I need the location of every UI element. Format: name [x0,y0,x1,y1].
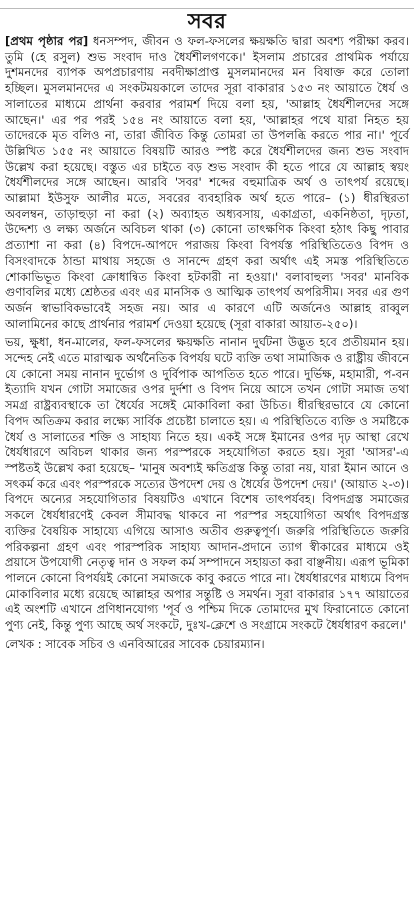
article-paragraph-2: ভয়, ক্ষুধা, ধন-মালের, ফল-ফসলের ক্ষয়ক্ষতি নানান দুর্ঘটনা উদ্ভূত হবে প্রতীয়মান হয়। সন্দেহ নেই এতে মারাত্মক অর্থনৈতিক বিপর্যয় ঘটে ব্যক্তি তথা সামাজিক ও রাষ্ট্রীয় জীবনে যে কোনো সময় নানান দুর্ভোগ ও দুর্বিপাক আপতিত হতে পারে। দুর্ভিক্ষ, মহামারী, প-বন ইত্যাদি যখন গোটা সমাজের ওপর দুর্দশা ও বিপদ নিয়ে আসে তখন গোটা সমাজ তথা সমগ্র রাষ্ট্রব্যবস্থাকে তা ধৈর্যের সঙ্গেই মোকাবিলা করা উচিত। ধীরস্থিরভাবে যে কোনো বিপদ অতিক্রম করার লক্ষ্যে সার্বিক প্রচেষ্টা চালাতে হয়। এ পরিস্থিতিতে ব্যক্তি ও সমষ্টিকে ধৈর্য ও সালাতের শক্তি ও সাহায্য নিতে হয়। একই সঙ্গে ইমানের ওপর দৃঢ় আস্থা রেখে ধৈর্যধারণে অবিচল থাকার জন্য পরস্পরকে সহযোগিতা করতে হয়। সূরা 'আসর'-এ স্পষ্টতই উল্লেখ করা হয়েছে– 'মানুষ অবশ্যই ক্ষতিগ্রস্ত কিন্তু তারা নয়, যারা ইমান আনে ও সৎকর্ম করে এবং পরস্পরকে সত্যের উপদেশ দেয় ও ধৈর্যের উপদেশ দেয়।' (আয়াত ২-৩)। বিপদে অন্যের সহযোগিতার বিষয়টিও এখানে বিশেষ তাৎপর্যবহ। বিপদগ্রস্ত সমাজের সকলে ধৈর্যধারণেই কেবল সীমাবদ্ধ থাকবে না পরস্পর সহযোগিতা অর্থাৎ বিপদগ্রস্ত ব্যক্তির বৈষয়িক সাহায্যে এগিয়ে আসাও অতীব গুরুত্বপূর্ণ। জরুরি পরিস্থিতিতে জরুরি পরিকল্পনা গ্রহণ এবং পারস্পরিক সাহায্য আদান-প্রদানে ত্যাগ স্বীকারের মাধ্যমে ওই প্রয়াসে উপযোগী নেতৃত্ব দান ও সফল কর্ম সম্পাদনে সহায়তা করা বাঞ্ছনীয়। এরূপ ভূমিকা পালনে কোনো বিপর্যয়ই কোনো সমাজকে কাবু করতে পারে না। ধৈর্যধারণের মাধ্যমে বিপদ মোকাবিলার মধ্যে রয়েছে আল্লাহর অপার সন্তুষ্টি ও সমর্থন। সূরা বাকারার ১৭৭ আয়াতের এই অংশটি এখানে প্রণিধানযোগ্য 'পূর্ব ও পশ্চিম দিকে তোমাদের মুখ ফিরানোতে কোনো পুণ্য নেই, কিন্তু পুণ্য আছে অর্থ সংকটে, দুঃখ-ক্লেশে ও সংগ্রামে সংকটে ধৈর্যধারণ করলে।' [5,335,409,633]
article-paragraph-1 [5,34,409,332]
author-note: লেখক : সাবেক সচিব ও এনবিআরের সাবেক চেয়ারম্যান। [5,636,265,651]
article-title: সবর [187,8,227,33]
article-body [5,34,409,652]
continued-from-marker: [প্রথম পৃষ্ঠার পর] [5,34,89,48]
paragraph-1-text: ধনসম্পদ, জীবন ও ফল-ফসলের ক্ষয়ক্ষতি দ্বারা অবশ্য পরীক্ষা করব। তুমি (হে রসুল) শুভ সংবাদ দাও ধৈর্যশীলগণকে।' ইসলাম প্রচারের প্রাথমিক পর্যায়ে দুশমনদের ব্যাপক অপপ্রচারণায় নবদীক্ষাপ্রাপ্ত মুসলমানদের মন বিষাক্ত করে তোলা হচ্ছিল। মুসলমানদের এ সংকটময়কালে তাদের সূরা বাকারার ১৫৩ নং আয়াতে ধৈর্য ও সালাতের মাধ্যমে প্রার্থনা করবার পরামর্শ দিয়ে বলা হয়, 'আল্লাহ ধৈর্যশীলদের সঙ্গে আছেন।' এর পর পরই ১৫৪ নং আয়াতে বলা হয়, 'আল্লাহর পথে যারা নিহত হয় তাদেরকে মৃত বলিও না, তারা জীবিত কিন্তু তোমরা তা উপলব্ধি করতে পার না।' পূর্বে উল্লিখিত ১৫৫ নং আয়াতে বিষয়টি আরও স্পষ্ট করে ধৈর্যশীলদের জন্য শুভ সংবাদ উল্লেখ করা হয়েছে। বস্তুত এর চাইতে বড় শুভ সংবাদ কী হতে পারে যে আল্লাহ স্বয়ং ধৈর্যশীলদের সঙ্গে আছেন। আরবি 'সবর' শব্দের বহুমাত্রিক অর্থ ও তাৎপর্য রয়েছে। আল্লামা ইউসুফ আলীর মতে, সবরের ব্যবহারিক অর্থ হতে পারে– (১) ধীরস্থিরতা অবলম্বন, তাড়াহুড়া না করা (২) অব্যাহত অধ্যবসায়, একাগ্রতা, একনিষ্ঠতা, দৃঢ়তা, উদ্দেশ্য ও লক্ষ্য অর্জনে অবিচল থাকা (৩) কোনো তাৎক্ষণিক কিংবা হঠাৎ কিছু পাবার প্রত্যাশা না করা (৪) বিপদে-আপদে পরাজয় কিংবা বিপর্যস্ত পরিস্থিতিতেও বিপদ ও বিসংবাদকে ঠান্ডা মাথায় সহজে ও সানন্দে গ্রহণ করা অর্থাৎ এই সমস্ত পরিস্থিতিতে শোকাভিভূত কিংবা ক্রোধান্বিত কিংবা হটকারী না হওয়া।' বলাবাহুল্য 'সবর' মানবিক গুণাবলির মধ্যে শ্রেষ্ঠতর এবং এর মানসিক ও আত্মিক তাৎপর্য অপরিসীম। সবর এর গুণ অর্জন স্বাভাবিকভাবেই সহজ নয়। আর এ কারণে এটি অর্জনেও আল্লাহ রাব্বুল আলামিনের কাছে প্রার্থনার পরামর্শ দেওয়া হয়েছে (সূরা বাকারা আয়াত-২৫০)। [5,34,409,331]
